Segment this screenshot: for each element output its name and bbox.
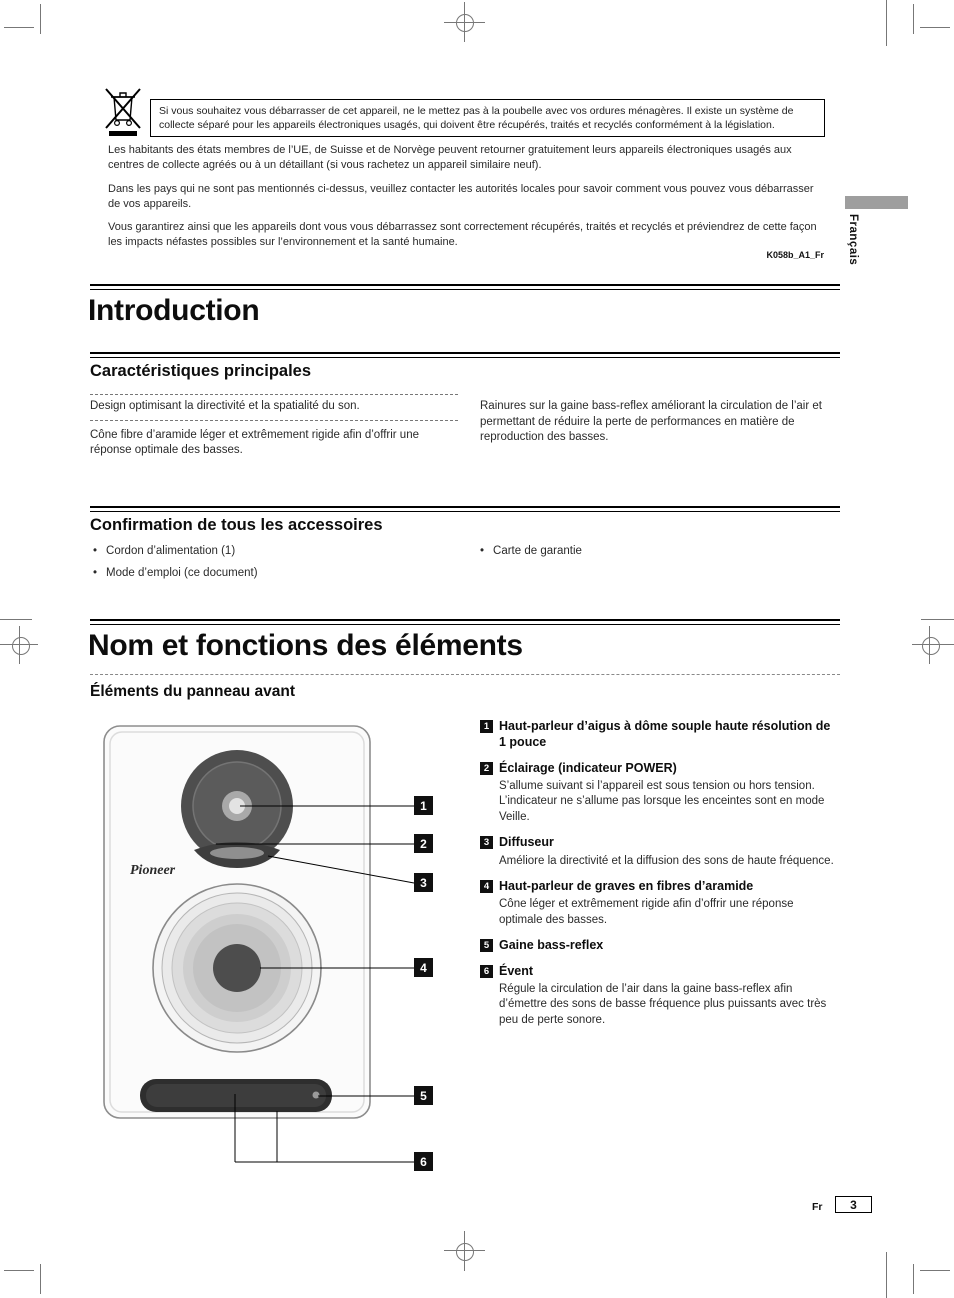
footer-language: Fr: [812, 1201, 823, 1213]
features-left-column: [90, 394, 458, 459]
crop-mark: [886, 1252, 887, 1298]
part-number: 2: [480, 762, 493, 775]
crop-mark: [0, 644, 38, 645]
speaker-illustration: [100, 722, 465, 1192]
feature-item: Cône fibre d’aramide léger et extrêmement rigide afin d’offrir une réponse optimale des basses.: [90, 428, 419, 457]
part-number: 4: [480, 880, 493, 893]
part-title: Éclairage (indicateur POWER): [499, 760, 677, 775]
callout-number-5: 5: [414, 1086, 433, 1105]
parts-list: [480, 718, 838, 1037]
callout-number-1: 1: [414, 796, 433, 815]
crop-mark: [19, 626, 20, 664]
callout-number-4: 4: [414, 958, 433, 977]
notice-paragraph: Dans les pays qui ne sont pas mentionnés ci-dessus, veuillez contacter les autorités locales pour savoir comment vous pouvez vous débarrasser de vos appareils.: [108, 182, 814, 210]
part-description: Régule la circulation de l’air dans la gaine bass-reflex afin d’émettre des sons de basse fréquence plus puissants avec très peu de perte sonore.: [499, 982, 827, 1026]
part-description: Améliore la directivité et la diffusion des sons de haute fréquence.: [499, 854, 834, 867]
crop-mark: [913, 1264, 914, 1294]
speaker-diagram: [100, 722, 465, 1192]
feature-item: Rainures sur la gaine bass-reflex améliorant la circulation de l’air et permettant de réduire la perte de performances en matière de reproduction des basses.: [480, 400, 822, 444]
language-tab-bar: [845, 196, 908, 209]
power-indicator: [313, 1092, 320, 1099]
part-description: S’allume suivant si l’appareil est sous tension ou hors tension. L’indicateur ne s’allume pas lorsque les enceintes sont en mode Veille.: [499, 779, 825, 823]
part-number: 1: [480, 720, 493, 733]
part-title: Gaine bass-reflex: [499, 938, 604, 953]
callout-number-3: 3: [414, 873, 433, 892]
part-number: 6: [480, 965, 493, 978]
section-title-introduction: Introduction: [88, 294, 260, 327]
crop-mark: [913, 4, 914, 34]
part-number: 5: [480, 939, 493, 952]
heading-main-features: Caractéristiques principales: [90, 362, 312, 380]
section-rule: [90, 284, 840, 290]
crop-mark: [456, 14, 474, 32]
language-tab-label: Français: [847, 214, 859, 266]
accessories-left-list: [93, 544, 453, 587]
crop-mark: [456, 1243, 474, 1261]
brand-logo: Pioneer: [130, 863, 176, 878]
crop-mark: [886, 0, 887, 46]
part-title: Haut-parleur de graves en fibres d’aramide: [499, 879, 754, 894]
disposal-notice-text: Si vous souhaitez vous débarrasser de cet appareil, ne le mettez pas à la poubelle avec vos ordures ménagères. Il existe un système de collecte séparé pour les appareils électroniques usagés, qui doivent être récupérés, traités et recyclés conformément à la législation.: [159, 105, 794, 132]
part-item: [480, 834, 838, 869]
part-title: Diffuseur: [499, 835, 554, 850]
crop-mark: [921, 619, 954, 620]
part-item: [480, 963, 838, 1029]
crop-mark: [920, 27, 950, 28]
notice-paragraphs: [108, 143, 824, 259]
part-item: [480, 760, 838, 826]
document-code: K058b_A1_Fr: [766, 250, 824, 260]
bass-reflex-port: [140, 1079, 332, 1112]
subsection-rule: [90, 506, 840, 512]
crop-mark: [4, 1270, 34, 1271]
crop-mark: [12, 637, 30, 655]
crop-mark: [40, 1264, 41, 1294]
notice-paragraph: Vous garantirez ainsi que les appareils dont vous vous débarrassez sont correctement récupérés, traités et recyclés et préviendrez de cette façon les impacts néfastes possibles sur l’environnement et la santé humaine.: [108, 221, 817, 249]
part-item: [480, 878, 838, 928]
dashed-rule: [90, 674, 840, 676]
part-title: Évent: [499, 963, 534, 978]
crop-mark: [929, 626, 930, 664]
accessory-item: • Mode d’emploi (ce document): [93, 566, 453, 582]
accessory-item: • Cordon d’alimentation (1): [93, 544, 453, 560]
crop-mark: [0, 619, 32, 620]
callout-number-2: 2: [414, 834, 433, 853]
subsection-rule: [90, 352, 840, 358]
feature-item: Design optimisant la directivité et la spatialité du son.: [90, 394, 458, 421]
section-title-parts: Nom et fonctions des éléments: [88, 629, 523, 662]
accessory-item: • Carte de garantie: [480, 544, 840, 560]
accessories-right-list: [480, 544, 840, 566]
part-number: 3: [480, 836, 493, 849]
part-item: [480, 937, 838, 953]
crop-mark: [40, 4, 41, 34]
weee-crossed-bin-icon: [102, 84, 144, 138]
page-number: 3: [850, 1197, 857, 1212]
crop-mark: [4, 27, 34, 28]
part-description: Cône léger et extrêmement rigide afin d’offrir une réponse optimale des basses.: [499, 898, 794, 926]
part-item: [480, 718, 838, 751]
page-number-box: [835, 1196, 872, 1213]
disposal-notice-box: [150, 99, 825, 137]
crop-mark: [912, 644, 954, 645]
crop-mark: [922, 637, 940, 655]
part-title: Haut-parleur d’aigus à dôme souple haute résolution de 1 pouce: [499, 719, 831, 750]
heading-accessories: Confirmation de tous les accessoires: [90, 516, 383, 534]
callout-number-6: 6: [414, 1152, 433, 1171]
notice-paragraph: Les habitants des états membres de l’UE, de Suisse et de Norvège peuvent retourner gratuitement leurs appareils électroniques usagés aux centres de collecte agréés ou à un détaillant (si vous rachetez un appareil similaire neuf).: [108, 144, 792, 171]
section-rule: [90, 619, 840, 625]
heading-front-panel: Éléments du panneau avant: [90, 683, 295, 700]
crop-mark: [920, 1270, 950, 1271]
